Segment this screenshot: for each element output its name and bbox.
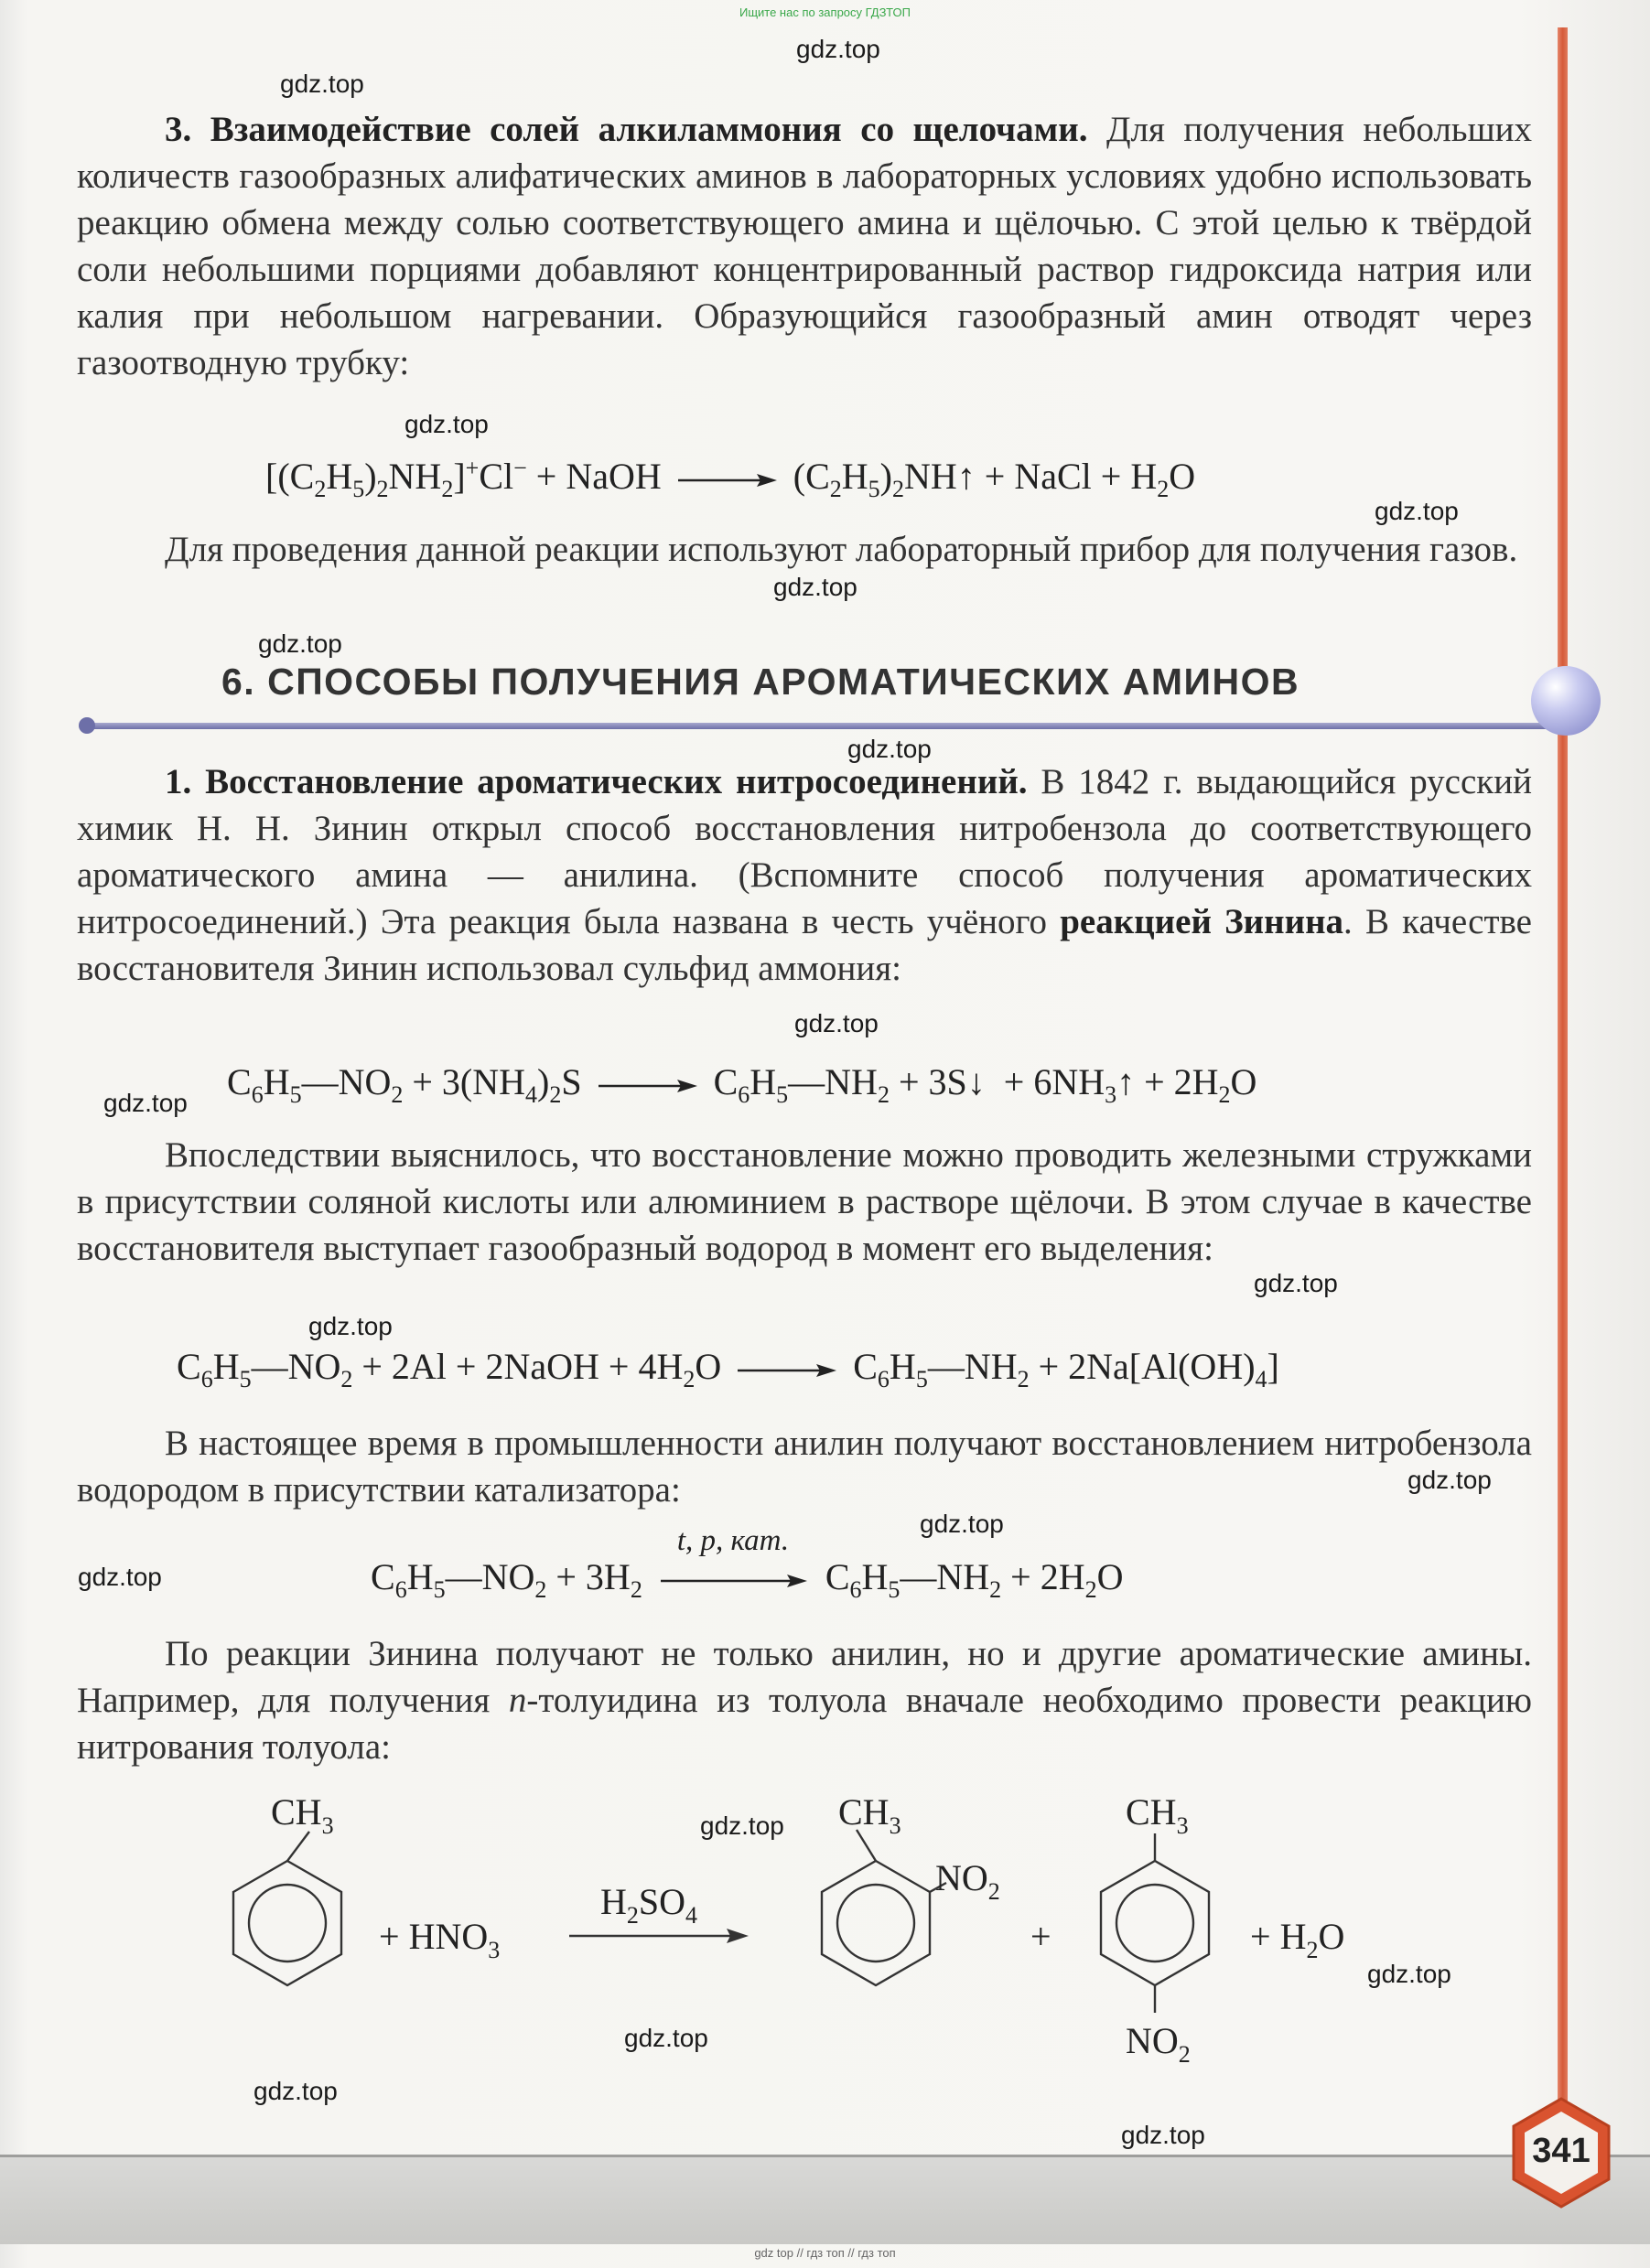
watermark: gdz.top: [1367, 1960, 1451, 1988]
paragraph-salts-alkali: [77, 106, 1532, 386]
equation-2: $C_6H_5—NO_2 + 3(NH_4)_2S$ $C_6H_5—NH_2$ + 3S↓ + $6NH_3↑ + 2H_2O$: [227, 1061, 1257, 1108]
paragraph-text: По реакции Зинина получают не только анилин, но и другие ароматические амины. Например, для получения: [77, 1634, 1532, 1720]
watermark: gdz.top: [308, 1312, 393, 1340]
label-no2-para: NO: [1126, 2020, 1179, 2061]
watermark: gdz.top: [700, 1811, 784, 1840]
equation-3: $C_6H_5—NO_2 + 2Al$ + 2NaOH + $4H_2O$ $C_6H_5—NH_2 + 2Na[Al(OH)_4]$: [177, 1346, 1279, 1392]
section-title: 6. СПОСОБЫ ПОЛУЧЕНИЯ АРОМАТИЧЕСКИХ АМИНОВ: [221, 661, 1300, 703]
reaction-arrow: [678, 471, 777, 489]
svg-text:CH3: $CH_3$: [1126, 1793, 1189, 1839]
svg-text:NO2: $NO_2$: [1126, 2020, 1191, 2068]
svg-text:H2SO4: $H_2SO_4$: [600, 1881, 698, 1929]
svg-text:CH3: $CH_3$: [271, 1793, 334, 1839]
watermark: gdz.top: [78, 1563, 162, 1591]
italic-para: п: [508, 1681, 527, 1720]
right-margin-bar: [1558, 27, 1568, 2132]
svg-text:NO2: $NO_2$: [935, 1857, 1000, 1905]
label-water: H: [1279, 1916, 1307, 1957]
watermark: gdz.top: [258, 629, 342, 658]
watermark: gdz.top: [796, 35, 880, 63]
paragraph-text: Впоследствии выяснилось, что восстановление можно проводить железными стружками в присутствии соляной кислоты или алюминием в растворе щёлочи. В этом случае в качестве восстановителя выступает газообразный водород в момент его выделения:: [77, 1135, 1532, 1268]
svg-text:+ HNO3: + $HNO_3$: [379, 1916, 501, 1963]
label-ch3-toluene: CH: [271, 1793, 322, 1833]
watermark: gdz.top: [624, 2024, 708, 2052]
paragraph-zinin: [77, 758, 1532, 992]
paragraph-lead-bold: 3. Взаимодействие солей алкиламмония со щелочами.: [165, 110, 1088, 149]
label-h2so4-rest: SO: [638, 1881, 686, 1922]
paragraph-lead-bold: 1. Восстановление ароматических нитросоединений.: [165, 762, 1028, 801]
reaction-arrow: [661, 1572, 807, 1590]
label-ch3-para: CH: [1126, 1793, 1177, 1833]
bottom-banner: gdz top // гдз топ // гдз топ: [754, 2246, 896, 2260]
reaction-condition: t, p, кат.: [676, 1523, 790, 1557]
watermark: gdz.top: [1375, 497, 1459, 525]
section-ball-decoration: [1531, 666, 1601, 736]
watermark: gdz.top: [1121, 2121, 1205, 2149]
label-hno3: HNO: [408, 1916, 489, 1957]
svg-text:+ H2O: + $H_2O$: [1250, 1916, 1345, 1963]
label-no2-ortho: NO: [935, 1857, 988, 1898]
footer-band: [0, 2155, 1650, 2244]
nitration-scheme: [210, 1793, 1464, 2068]
paragraph-text: В настоящее время в промышленности анилин получают восстановлением нитробензола водородом в присутствии катализатора:: [77, 1424, 1532, 1510]
term-zinin-reaction: реакцией Зинина: [1060, 902, 1344, 941]
paragraph-apparatus: [77, 526, 1532, 573]
watermark: gdz.top: [280, 70, 364, 98]
paragraph-text: Для проведения данной реакции используют лабораторный прибор для получения газов.: [165, 530, 1518, 569]
label-h2so4: H: [600, 1881, 627, 1922]
watermark: gdz.top: [847, 735, 932, 763]
paragraph-iron-aluminium: [77, 1132, 1532, 1272]
section-underline: [84, 723, 1569, 729]
watermark: gdz.top: [920, 1510, 1004, 1538]
paragraph-industry: [77, 1420, 1532, 1513]
paragraph-text: Для получения небольших количеств газообразных алифатических аминов в лабораторных условиях удобно использовать реакцию обмена между солью соответствующего амина и щёлочью. С этой целью к твёрдой соли небольшими порциями добавляют концентрированный раствор гидроксида натрия или калия при небольшом нагревании. Образующийся газообразный амин отводят через газоотводную трубку:: [77, 110, 1532, 382]
equation-4: $C_6H_5—NO_2 + 3H_2$ t, p, кат. $C_6H_5—NH_2 + 2H_2O$: [371, 1523, 1124, 1603]
reaction-arrow: [738, 1361, 836, 1380]
watermark: gdz.top: [773, 573, 857, 601]
equation-1: $[(C_2H_5)_2NH_2]^+Cl^-$ + NaOH $(C_2H_5)_2NH↑$ + NaCl + $H_2O$: [265, 455, 1196, 502]
watermark: gdz.top: [404, 410, 489, 438]
watermark: gdz.top: [1254, 1269, 1338, 1297]
reaction-arrow: [599, 1077, 697, 1095]
label-water-o: O: [1318, 1916, 1345, 1957]
paragraph-text: . В качестве восстановителя Зинин использовал сульфид аммония:: [77, 902, 1532, 988]
watermark: gdz.top: [103, 1089, 188, 1117]
svg-text:+: +: [1030, 1916, 1051, 1957]
section-line-dot: [79, 717, 95, 734]
label-ch3-ortho: CH: [838, 1793, 890, 1833]
watermark: gdz.top: [794, 1009, 879, 1037]
watermark: gdz.top: [253, 2077, 338, 2105]
paragraph-toluidine: [77, 1630, 1532, 1770]
arrow-with-condition: [661, 1523, 807, 1599]
paragraph-text: -толуидина из толуола вначале необходимо провести реакцию нитрования толуола:: [77, 1681, 1533, 1767]
watermark: gdz.top: [1407, 1466, 1492, 1494]
svg-text:CH3: $CH_3$: [838, 1793, 901, 1839]
paragraph-text: В 1842 г. выдающийся русский химик Н. Н. Зинин открыл способ восстановления нитробензола до соответствующего ароматического амина — анилина. (Вспомните способ получения ароматических нитросоединений.) Эта реакция была названа в честь учёного: [77, 762, 1532, 941]
top-banner: Ищите нас по запросу ГДЗТОП: [739, 5, 911, 19]
page-number: 341: [1532, 2132, 1591, 2170]
